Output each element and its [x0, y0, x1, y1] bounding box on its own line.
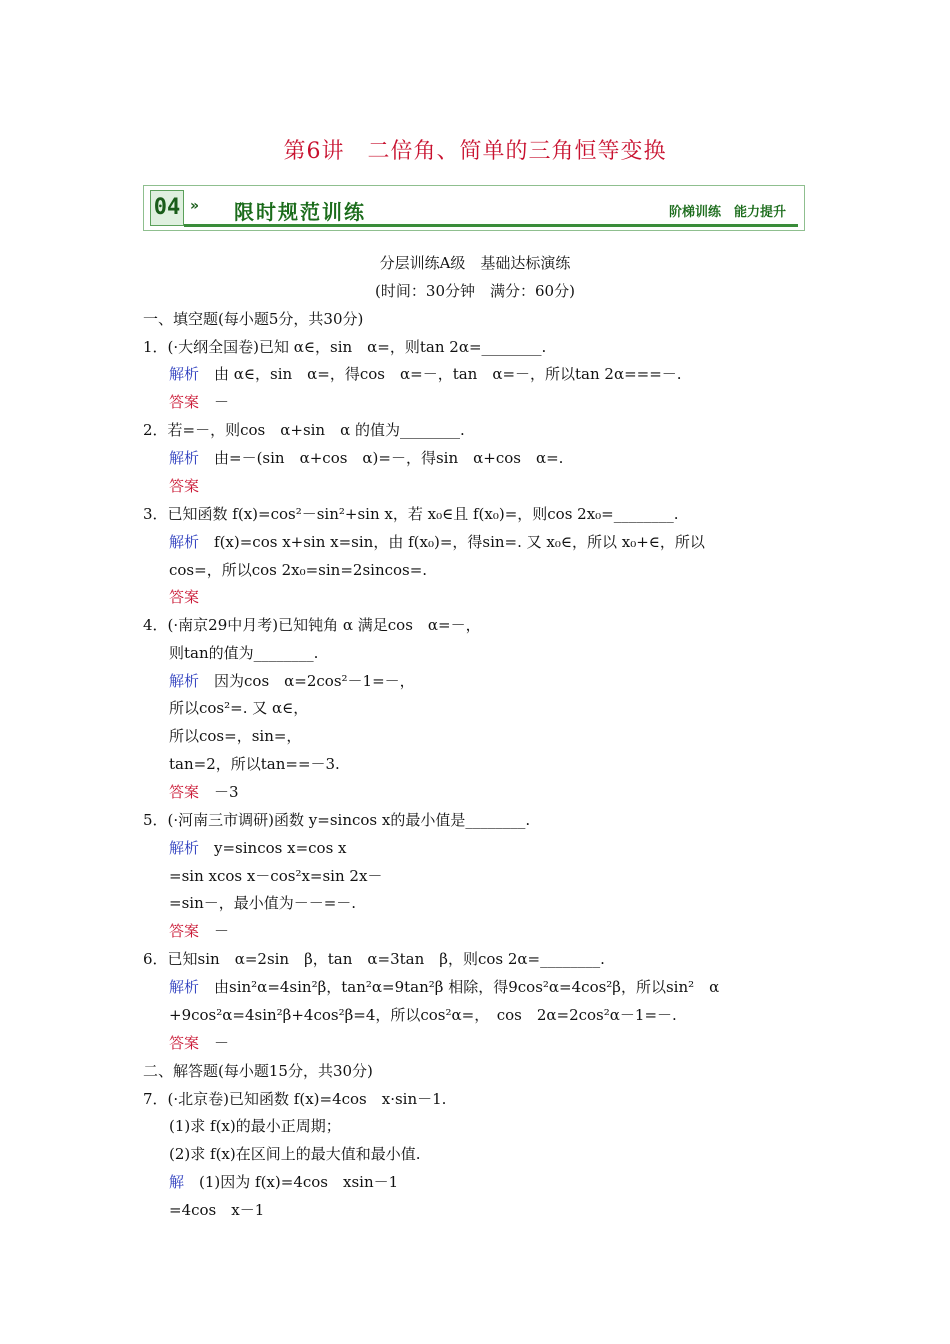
- text-line: [143, 1061, 373, 1081]
- line-text: 一、填空题(每小题5分，共30分): [143, 310, 364, 328]
- line-text: 5．(·河南三市调研)函数 y=sincos x的最小值是________.: [143, 811, 531, 829]
- text-line: [169, 838, 347, 858]
- text-line: [169, 1200, 264, 1220]
- line-text: 所以cos=，sin=，: [169, 727, 302, 745]
- section-subtitle: 分层训练A级 基础达标演练: [379, 254, 571, 272]
- line-text: 1．(·大纲全国卷)已知 α∈，sin α=，则tan 2α=________.: [143, 338, 547, 356]
- text-line: [169, 671, 415, 691]
- text-line: [169, 977, 719, 997]
- text-line: [169, 726, 301, 746]
- line-text: tan=2，所以tan==－3.: [169, 755, 340, 773]
- text-line: [169, 587, 199, 607]
- line-text: －: [199, 1034, 230, 1052]
- line-text: =4cos x－1: [169, 1201, 265, 1219]
- text-line: [169, 476, 199, 496]
- text-line: [169, 643, 318, 663]
- line-text: 由sin²α=4sin²β，tan²α=9tan²β 相除，得9cos²α=4cos²β，所以sin² α: [199, 978, 720, 996]
- text-line: [169, 698, 308, 718]
- banner-underline: [184, 224, 798, 227]
- answer-label: 答案: [169, 393, 200, 411]
- line-text: 3．已知函数 f(x)=cos²－sin²+sin x，若 x₀∈且 f(x₀)=，则cos 2x₀=________.: [143, 505, 679, 523]
- analysis-label: 解析: [169, 672, 200, 690]
- line-text: －3: [199, 783, 239, 801]
- line-text: 则tan的值为________.: [169, 644, 319, 662]
- text-line: [169, 866, 382, 886]
- text-line: [169, 532, 705, 552]
- analysis-label: 解析: [169, 533, 200, 551]
- line-text: 由 α∈，sin α=，得cos α=－，tan α=－，所以tan 2α===－.: [199, 365, 682, 383]
- banner-badge: 04: [150, 190, 184, 226]
- analysis-label: 解析: [169, 449, 200, 467]
- analysis-label: 解析: [169, 365, 200, 383]
- line-text: y=sincos x=cos x: [199, 839, 347, 857]
- line-text: 由=－(sin α+cos α)=－，得sin α+cos α=.: [199, 449, 564, 467]
- line-text: －: [199, 922, 230, 940]
- line-text: 二、解答题(每小题15分，共30分): [143, 1062, 373, 1080]
- text-line: [143, 615, 481, 635]
- text-line: [169, 921, 229, 941]
- answer-label: 答案: [169, 588, 200, 606]
- text-line: [169, 392, 229, 412]
- text-line: [143, 337, 546, 357]
- line-text: +9cos²α=4sin²β+4cos²β=4，所以cos²α=， cos 2α=2cos²α－1=－.: [169, 1006, 677, 1024]
- section-banner: [143, 185, 805, 231]
- answer-label: 答案: [169, 922, 200, 940]
- text-line: [143, 309, 363, 329]
- line-text: (2)求 f(x)在区间上的最大值和最小值.: [169, 1145, 421, 1163]
- line-text: 所以cos²=. 又 α∈，: [169, 699, 309, 717]
- line-text: 4．(·南京29中月考)已知钝角 α 满足cos α=－，: [143, 616, 481, 634]
- line-text: 6．已知sin α=2sin β，tan α=3tan β，则cos 2α=________.: [143, 950, 605, 968]
- time-info: (时间：30分钟 满分：60分): [375, 282, 575, 300]
- text-line: [169, 560, 427, 580]
- text-line: [169, 893, 356, 913]
- lesson-title: 第6讲 二倍角、简单的三角恒等变换: [283, 139, 667, 164]
- answer-label: 答案: [169, 477, 200, 495]
- solution-label: 解: [169, 1173, 185, 1191]
- text-line: [143, 420, 465, 440]
- text-line: [169, 364, 682, 384]
- banner-tagline: 阶梯训练 能力提升: [668, 205, 786, 220]
- line-text: (1)求 f(x)的最小正周期；: [169, 1117, 341, 1135]
- line-text: cos=，所以cos 2x₀=sin=2sincos=.: [169, 561, 428, 579]
- text-line: [169, 782, 239, 802]
- answer-label: 答案: [169, 1034, 200, 1052]
- text-line: [169, 1144, 421, 1164]
- line-text: =sin－，最小值为－－=－.: [169, 894, 357, 912]
- line-text: 7．(·北京卷)已知函数 f(x)=4cos x·sin－1.: [143, 1090, 447, 1108]
- chevron-icon: »: [190, 198, 200, 214]
- line-text: =sin xcos x－cos²x=sin 2x－: [169, 867, 383, 885]
- answer-label: 答案: [169, 783, 200, 801]
- line-text: －: [199, 393, 230, 411]
- line-text: f(x)=cos x+sin x=sin，由 f(x₀)=，得sin=. 又 x₀∈，所以 x₀+∈，所以: [199, 533, 705, 551]
- line-text: 2．若=－，则cos α+sin α 的值为________.: [143, 421, 465, 439]
- text-line: [169, 448, 563, 468]
- text-line: [143, 949, 605, 969]
- line-text: 因为cos α=2cos²－1=－，: [199, 672, 415, 690]
- text-line: [169, 754, 340, 774]
- text-line: [169, 1172, 398, 1192]
- text-line: [143, 810, 530, 830]
- text-line: [169, 1005, 677, 1025]
- text-line: [169, 1116, 341, 1136]
- analysis-label: 解析: [169, 839, 200, 857]
- text-line: [169, 1033, 229, 1053]
- analysis-label: 解析: [169, 978, 200, 996]
- text-line: [143, 504, 679, 524]
- text-line: [143, 1089, 446, 1109]
- banner-title: 限时规范训练: [234, 200, 366, 224]
- line-text: (1)因为 f(x)=4cos xsin－1: [184, 1173, 399, 1191]
